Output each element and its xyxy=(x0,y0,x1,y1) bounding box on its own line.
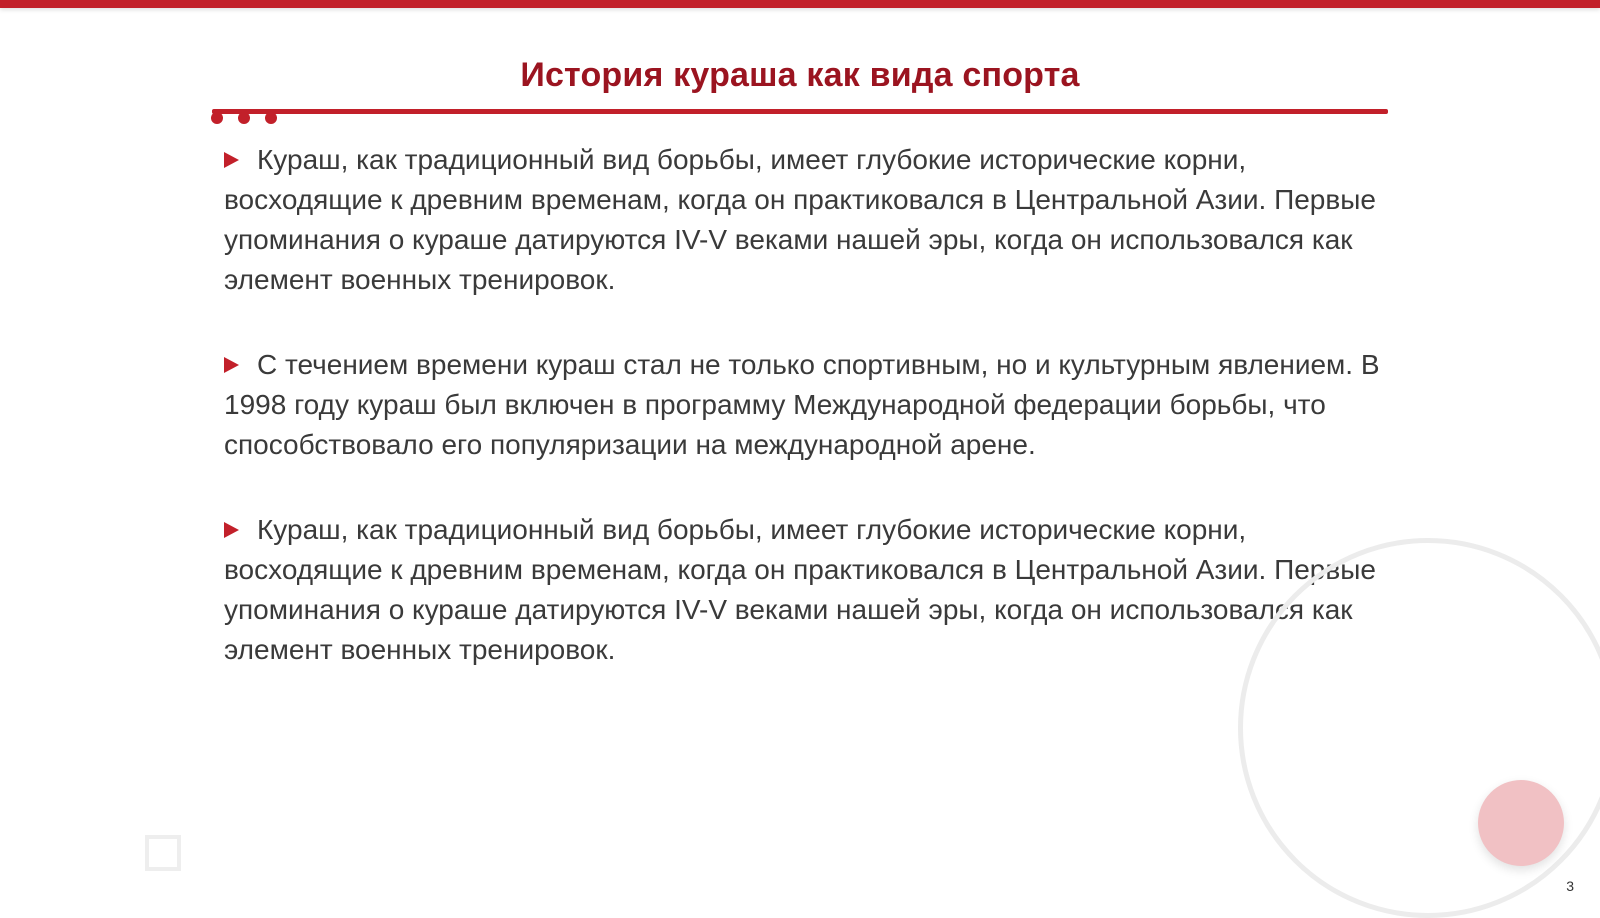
triangle-right-icon xyxy=(224,152,239,168)
bullet-paragraph xyxy=(224,140,1384,300)
slide-body xyxy=(224,140,1384,715)
decorative-circle-pink xyxy=(1478,780,1564,866)
paragraph-text: Кураш, как традиционный вид борьбы, имеет глубокие исторические корни, восходящие к древним временам, когда он практиковался в Центральной Азии. Первые упоминания о кураше датируются IV-V веками нашей эры, когда он использовался как элемент военных тренировок. xyxy=(224,514,1376,665)
decorative-square-outline xyxy=(145,835,181,871)
slide-title: История кураша как вида спорта xyxy=(520,56,1080,94)
title-underline-dot xyxy=(265,112,277,124)
bullet-paragraph xyxy=(224,345,1384,465)
triangle-right-icon xyxy=(224,357,239,373)
triangle-right-icon xyxy=(224,522,239,538)
top-accent-bar xyxy=(0,0,1600,8)
paragraph-text: С течением времени кураш стал не только спортивным, но и культурным явлением. В 1998 году кураш был включен в программу Международной федерации борьбы, что способствовало его популяризации на международной арене. xyxy=(224,349,1380,460)
decorative-circle-outline xyxy=(1238,538,1600,918)
page-number: 3 xyxy=(1566,878,1574,894)
title-underline xyxy=(212,109,1388,114)
title-underline-dot xyxy=(211,112,223,124)
title-underline-dot xyxy=(238,112,250,124)
paragraph-text: Кураш, как традиционный вид борьбы, имеет глубокие исторические корни, восходящие к древним временам, когда он практиковался в Центральной Азии. Первые упоминания о кураше датируются IV-V веками нашей эры, когда он использовался как элемент военных тренировок. xyxy=(224,144,1376,295)
bullet-paragraph xyxy=(224,510,1384,670)
